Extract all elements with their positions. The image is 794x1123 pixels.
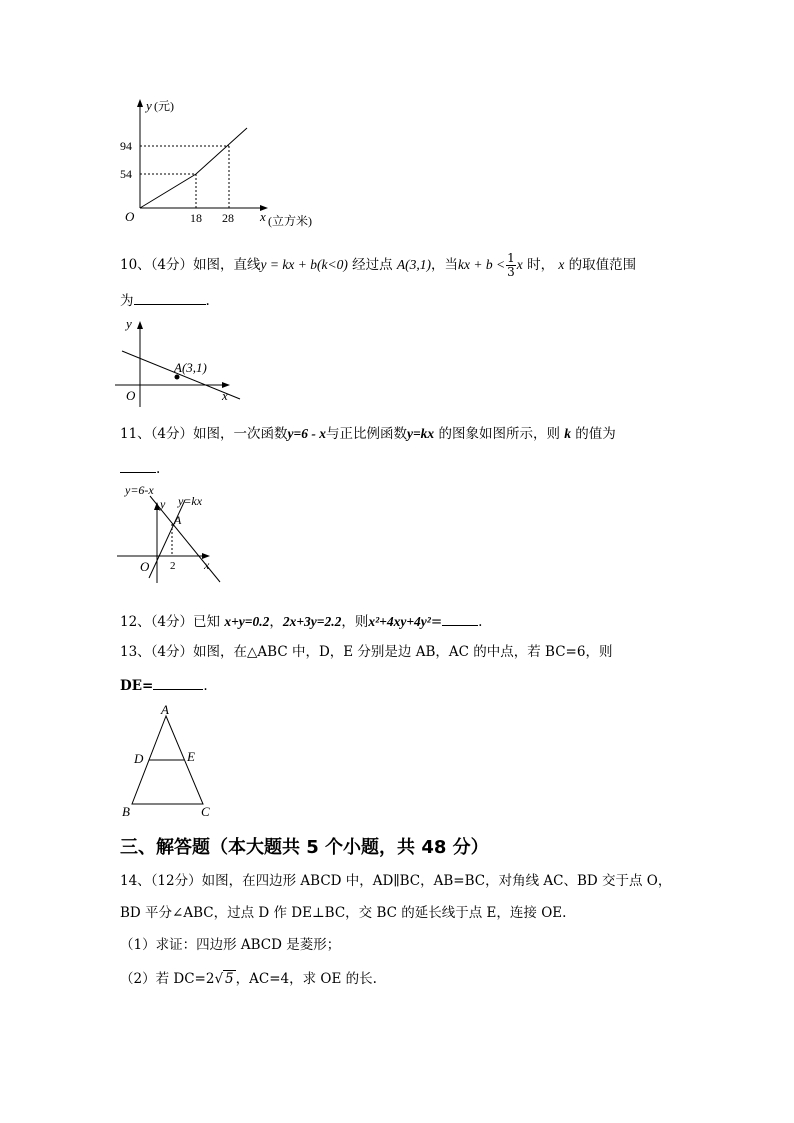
fig13-label-e: E xyxy=(187,749,195,764)
q10-end: . xyxy=(205,293,210,309)
q12-e3: x²+4xy+4y² xyxy=(368,614,431,629)
q13-score: （4分） xyxy=(150,644,194,660)
q11-f2: y=kx xyxy=(406,426,435,441)
fig13-label-c: C xyxy=(201,804,210,819)
fig11-tick: 2 xyxy=(170,560,176,572)
q10-line2 xyxy=(120,290,210,311)
q11-t1: 如图，一次函数 xyxy=(193,426,288,442)
fig10-y-label: y xyxy=(126,316,132,331)
q10-t3: ，当 xyxy=(431,257,459,273)
fig10-x-label: x xyxy=(222,388,228,403)
sqrt-symbol: √ xyxy=(214,971,224,987)
q12-t3: = xyxy=(430,614,443,630)
fig13-label-d: D xyxy=(134,751,144,766)
q10-line1 xyxy=(120,252,636,279)
q13-t2: DE= xyxy=(120,678,154,694)
fig10-graph xyxy=(110,315,250,410)
q11-answer-blank[interactable] xyxy=(120,458,156,473)
fig9-x-unit: (立方米) xyxy=(268,214,312,228)
fig11-y-label: y xyxy=(160,497,166,511)
fig10-y-arrow xyxy=(137,321,143,329)
q11-f1: y=6 - x xyxy=(287,426,326,441)
q11-num: 11、 xyxy=(120,426,151,442)
fig9-y-arrow xyxy=(137,99,143,107)
fig9-xtick: 18 xyxy=(190,211,202,225)
fig11-point-a: A xyxy=(174,513,182,527)
section-heading: 三、解答题（本大题共 5 个小题，共 48 分） xyxy=(120,837,489,858)
fig9-origin: O xyxy=(125,209,135,224)
q13-end: . xyxy=(203,678,208,694)
fig11-label-6-x: y=6-x xyxy=(125,483,154,497)
q10-fraction: $\frac{1}{3}$ xyxy=(507,251,515,279)
q14-l2: BD 平分∠ABC，过点 D 作 DE⊥BC，交 BC 的延长线于点 E，连接 OE. xyxy=(120,905,567,921)
q14-p2b: ，AC=4，求 OE 的长. xyxy=(235,971,377,987)
q10-t4: 时， xyxy=(527,257,555,273)
q13-line1 xyxy=(120,642,612,662)
q12-line xyxy=(120,611,482,632)
fig9-ytick: 94 xyxy=(120,139,132,153)
q13-num: 13、 xyxy=(120,644,151,660)
q11-line1 xyxy=(120,424,616,444)
q11-end: . xyxy=(156,461,161,477)
q12-num: 12、 xyxy=(120,614,151,630)
q12-end: . xyxy=(478,614,483,630)
q10-eq: y = kx + b xyxy=(260,257,317,272)
q10-answer-blank[interactable] xyxy=(134,290,206,305)
q12-t2: ，则 xyxy=(341,614,369,630)
fig10-point-a xyxy=(175,375,180,380)
q10-t6: 为 xyxy=(120,293,134,309)
q14-part1 xyxy=(120,935,340,955)
q10-t1: 如图，直线 xyxy=(193,257,261,273)
fig9-y-unit: (元) xyxy=(154,99,174,113)
q12-e1: x+y=0.2 xyxy=(224,614,270,629)
q11-k: k xyxy=(564,426,571,441)
q14-p1: （1）求证：四边形 ABCD 是菱形； xyxy=(120,937,341,953)
q10-score: （4分） xyxy=(150,257,194,273)
q10-ineq: kx + b < xyxy=(458,257,506,272)
q14-line1 xyxy=(120,871,671,891)
fig13-triangle xyxy=(115,700,215,820)
q11-t3: 的图象如图所示，则 xyxy=(438,426,560,442)
fig9-graph xyxy=(110,95,340,230)
q10-ineq-x: x xyxy=(516,257,523,272)
q14-p2a: （2）若 DC=2 xyxy=(120,971,215,987)
q10-point: A(3,1) xyxy=(396,257,432,272)
q14-l1: 如图，在四边形 ABCD 中，AD∥BC，AB=BC，对角线 AC、BD 交于点 O， xyxy=(201,873,672,889)
fig10-point-label: A(3,1) xyxy=(174,360,207,375)
fig10-origin: O xyxy=(126,388,136,403)
q11-score: （4分） xyxy=(150,426,194,442)
q14-num: 14、 xyxy=(120,873,151,889)
q12-e2: 2x+3y=2.2 xyxy=(282,614,342,629)
fig9-x-label: x xyxy=(260,209,266,224)
q11-t2: 与正比例函数 xyxy=(325,426,407,442)
q12-sep: ， xyxy=(269,614,283,630)
fig9-ytick: 54 xyxy=(120,167,132,181)
q12-t1: 已知 xyxy=(193,614,221,630)
fig11-label-kx: y=kx xyxy=(178,494,203,508)
fig13-label-a: A xyxy=(161,702,169,717)
fig11-line-kx xyxy=(149,500,185,578)
q14-score: （12分） xyxy=(150,873,202,889)
q13-t1: 如图，在△ABC 中，D，E 分别是边 AB，AC 的中点，若 BC=6，则 xyxy=(193,644,613,660)
q13-answer-blank[interactable] xyxy=(153,675,203,690)
q13-line2 xyxy=(120,675,208,696)
fig11-graph xyxy=(112,478,232,588)
q11-t4: 的值为 xyxy=(575,426,616,442)
q12-score: （4分） xyxy=(150,614,194,630)
q10-t2: 经过点 xyxy=(352,257,393,273)
q14-part2 xyxy=(120,969,377,989)
fig11-origin: O xyxy=(140,559,150,574)
fig9-line xyxy=(140,128,247,208)
fig13-label-b: B xyxy=(122,804,130,819)
q10-var: x xyxy=(558,257,565,272)
q10-num: 10、 xyxy=(120,257,151,273)
q12-answer-blank[interactable] xyxy=(442,611,478,626)
fig9-y-label: y xyxy=(146,98,152,113)
fig11-x-label: x xyxy=(204,558,210,572)
q10-t5: 的取值范围 xyxy=(568,257,637,273)
q11-line2 xyxy=(120,458,160,479)
fig9-xtick: 28 xyxy=(222,211,234,225)
q14-line2 xyxy=(120,903,566,923)
q14-sqrt: 5 xyxy=(225,971,234,987)
q10-cond: (k<0) xyxy=(316,257,348,272)
